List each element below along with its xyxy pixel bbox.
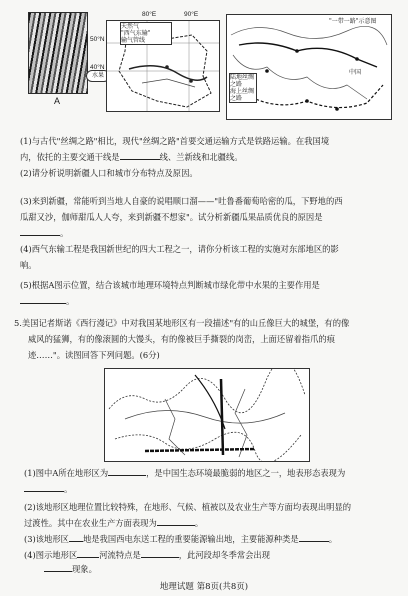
- figure-a-label: A: [54, 96, 61, 106]
- q5-sub-4: [24, 548, 270, 562]
- q5-sub-3-text-mid: 地是我国西电东送工程的重要能源输出地，主要能源种类是: [82, 534, 299, 544]
- answer-blank[interactable]: [141, 548, 179, 558]
- map1-lon-80: 80°E: [142, 11, 157, 18]
- q5-sub-4-text: (4)图示地形区: [24, 550, 78, 560]
- q5-sub-1-cont: [24, 482, 72, 496]
- q5-sub-3-text-end: 。: [328, 534, 337, 544]
- answer-blank[interactable]: [108, 466, 146, 476]
- q4-line-3: (2)请分析说明新疆人口和城市分布特点及原因。: [20, 168, 198, 178]
- water-label: 水果: [91, 72, 104, 79]
- q4-line-10-text: 。: [66, 296, 75, 306]
- q5-sub-2-text: 过渡性。其中在农业生产方面表现为: [24, 518, 157, 528]
- q5-sub-3-text: (3)该地形区: [24, 534, 69, 544]
- map-belt-road-drawing: [227, 15, 391, 119]
- answer-blank[interactable]: [299, 532, 329, 542]
- q5-sub-4-text-end: 现象。: [72, 564, 97, 574]
- map1-lat-40: 40°N: [90, 64, 105, 71]
- q5-sub-2-text-end: 。: [194, 518, 204, 528]
- answer-blank[interactable]: [20, 226, 60, 236]
- q5-sub-2: (2)该地形区地理位置比较特殊，在地形、气候、植被以及农业生产等方面均表现出明显的: [24, 502, 352, 512]
- map-loess-plateau-drawing: [105, 369, 309, 461]
- q5-sub-2-cont: [24, 516, 203, 530]
- map1-legend-item: 输气管线: [121, 37, 146, 44]
- map1-lon-90: 90°E: [184, 11, 199, 18]
- q5-sub-1-text-end: 。: [64, 484, 73, 494]
- q5-line-2: 威风的猛狮，有的像滚圆的大馒头，有的像被巨手撕裂的岗峦，上面还留着指爪的痕: [28, 334, 335, 344]
- q4-line-10: [20, 294, 74, 308]
- q4-line-9: (5)根据A图示位置，结合该城市地理环境特点判断城市绿化带中水果的主要作用是: [20, 280, 320, 290]
- answer-blank[interactable]: [24, 482, 64, 492]
- map1-legend-item: 天然气: [121, 23, 140, 30]
- q4-line-2-text-end: 线、兰新线和北疆线。: [159, 152, 243, 162]
- map1-legend-item: "西气东输": [121, 30, 151, 37]
- q4-line-7: (4)西气东输工程是我国新世纪的四大工程之一，请你分析该工程的实施对东部地区的影: [20, 244, 339, 254]
- map2-legend-item: 海上丝绸之路: [230, 88, 255, 102]
- q5-sub-4-text-mid: 河流特点是: [99, 550, 141, 560]
- answer-blank[interactable]: [120, 150, 160, 160]
- q5-sub-1-text: (1)图中A所在地形区为: [24, 468, 109, 478]
- map-loess-plateau: [104, 368, 310, 462]
- q4-line-2: [20, 150, 243, 164]
- q4-line-2-text: 内，依托的主要交通干线是: [20, 152, 120, 162]
- q4-line-6-text: 。: [60, 228, 69, 238]
- q4-line-6: [20, 226, 68, 240]
- map2-legend: [229, 73, 257, 103]
- q4-line-5: 瓜甜又沙，伽师甜瓜人人夸，来到新疆不想家"。试分析新疆瓜果品质优良的原因是: [20, 212, 323, 222]
- map1-legend: [120, 22, 172, 45]
- answer-blank[interactable]: [20, 294, 66, 304]
- answer-blank[interactable]: [77, 548, 99, 558]
- q4-line-1: (1)与古代"丝绸之路"相比，现代"丝绸之路"首要交通运输方式是铁路运输。在我国境: [20, 136, 330, 146]
- answer-blank[interactable]: [69, 532, 83, 542]
- map-belt-road: [226, 14, 392, 120]
- q5-sub-3: [24, 532, 337, 546]
- answer-blank[interactable]: [44, 562, 72, 572]
- map1-lat-50: 50°N: [90, 36, 105, 43]
- q5-sub-4-cont: [44, 562, 97, 576]
- map2-legend-title: "一带一路"示意图: [329, 18, 377, 25]
- page-footer: 地理试题 第8页(共8页): [159, 582, 249, 592]
- figure-a-photo: [28, 12, 88, 94]
- answer-blank[interactable]: [157, 516, 195, 526]
- q5-sub-1: [24, 466, 345, 480]
- q5-line-3: 迹……"。读图回答下列问题。(6分): [28, 350, 160, 360]
- q5-line-1: 5.美国记者斯诺《西行漫记》中对我国某地形区有一段描述"有的山丘像巨大的城堡，有的像: [14, 318, 350, 328]
- q5-sub-1-text-mid: ，是中国生态环境最脆弱的地区之一，地表形态表现为: [146, 468, 346, 478]
- q4-line-4: (3)来到新疆，常能听到当地人自豪的说唱顺口溜——"吐鲁番葡萄哈密的瓜，下野地的西: [20, 196, 343, 206]
- q5-sub-4-text-mid2: ，此河段却冬季常会出现: [178, 550, 271, 560]
- q4-line-8: 响。: [20, 260, 37, 270]
- map2-legend-item: 陆地丝绸之路: [230, 74, 255, 88]
- map2-place-china: 中国: [349, 69, 362, 76]
